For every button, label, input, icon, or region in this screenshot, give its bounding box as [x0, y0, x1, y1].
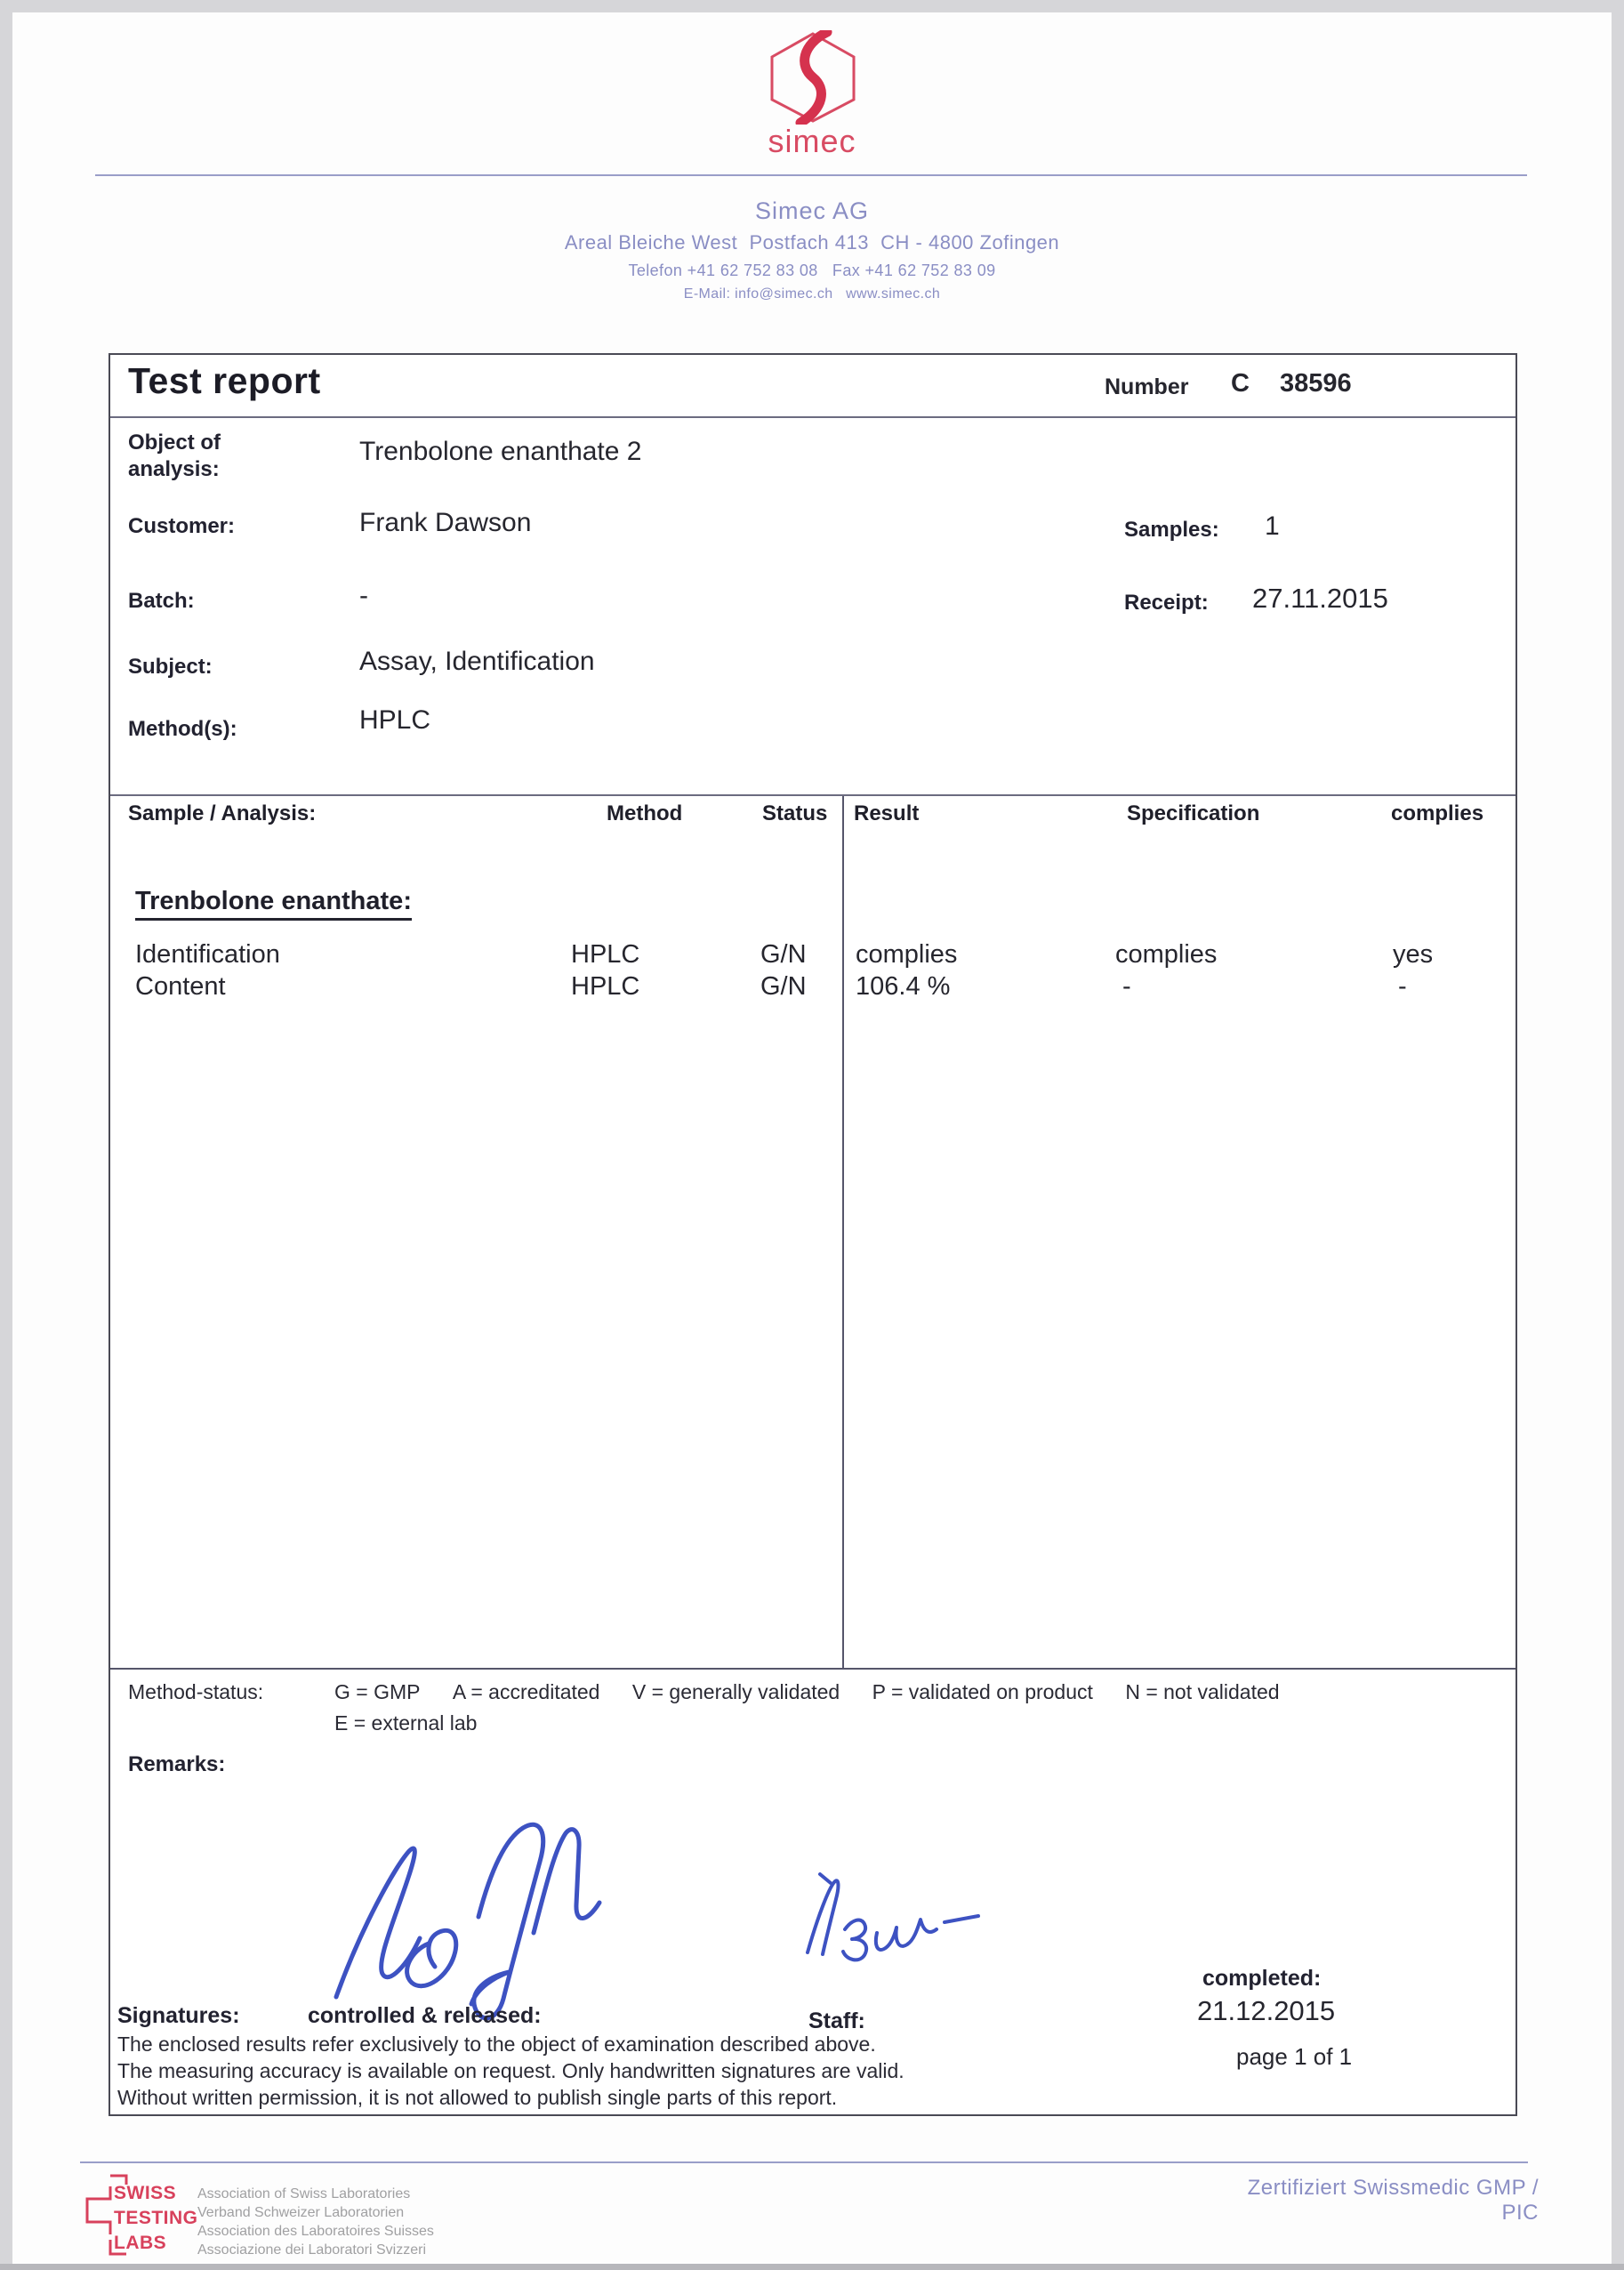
col-header-specification: Specification [1127, 801, 1260, 825]
receipt-label: Receipt: [1124, 591, 1209, 615]
footer-divider [80, 2161, 1528, 2163]
row-method: HPLC [571, 940, 640, 969]
methods-label: Method(s): [128, 717, 237, 741]
batch-label: Batch: [128, 589, 195, 613]
fields-divider [110, 794, 1515, 796]
report-title: Test report [128, 360, 321, 401]
header-divider [95, 174, 1527, 176]
col-header-method: Method [607, 801, 683, 825]
col-header-complies: complies [1391, 801, 1484, 825]
row-result: 106.4 % [856, 972, 951, 1001]
method-status-label: Method-status: [128, 1680, 264, 1703]
association-names [197, 2185, 434, 2259]
stl-line: LABS [114, 2233, 167, 2253]
number-value: 38596 [1280, 369, 1352, 398]
object-of-analysis-value: Trenbolone enanthate 2 [359, 437, 642, 466]
number-label: Number [1105, 374, 1189, 399]
remarks-label: Remarks: [128, 1752, 226, 1776]
sample-group-title: Trenbolone enanthate: [135, 887, 412, 921]
disclaimer [117, 2031, 904, 2111]
col-header-result: Result [854, 801, 920, 825]
object-label-line2: analysis: [128, 457, 220, 481]
stl-line: TESTING [114, 2208, 198, 2228]
certification-note: Zertifiziert Swissmedic GMP / PIC [1247, 2176, 1539, 2225]
methods-value: HPLC [359, 705, 431, 735]
object-label-line1: Object of [128, 431, 221, 455]
samples-value: 1 [1265, 511, 1280, 541]
legend-item: G = GMP [334, 1680, 421, 1703]
company-address: Areal Bleiche West Postfach 413 CH - 4800 Zofingen [564, 231, 1060, 254]
row-status: G/N [760, 972, 807, 1001]
stl-line: SWISS [114, 2183, 177, 2203]
row-analysis: Content [135, 972, 226, 1001]
completed-date: 21.12.2015 [1197, 1995, 1336, 2026]
title-row-divider [110, 416, 1515, 418]
signature-staff [781, 1865, 990, 1985]
subject-value: Assay, Identification [359, 647, 595, 676]
swiss-testing-labs-logo-text [114, 2181, 198, 2256]
row-status: G/N [760, 940, 807, 969]
signature-controlled-released [320, 1803, 614, 2021]
row-specification: - [1122, 972, 1131, 1001]
col-header-sample-analysis: Sample / Analysis: [128, 801, 317, 825]
result-column-divider [842, 796, 844, 1668]
association-line: Association des Laboratoires Suisses [197, 2224, 434, 2239]
legend-item: P = validated on product [872, 1680, 1093, 1703]
simec-hexagon-icon [763, 30, 863, 125]
row-method: HPLC [571, 972, 640, 1001]
company-phone-fax: Telefon +41 62 752 83 08 Fax +41 62 752 83 09 [628, 262, 996, 279]
disclaimer-line: The measuring accuracy is available on request. Only handwritten signatures are valid. [117, 2059, 904, 2082]
table-bottom-divider [110, 1668, 1515, 1670]
company-name: Simec AG [754, 197, 870, 224]
object-of-analysis-label [128, 430, 221, 483]
controlled-released-label: controlled & released: [308, 2003, 542, 2028]
report-box [109, 353, 1517, 2116]
row-result: complies [856, 940, 958, 969]
row-complies: yes [1393, 940, 1434, 969]
row-complies: - [1398, 972, 1407, 1001]
disclaimer-line: The enclosed results refer exclusively to the object of examination described above. [117, 2033, 876, 2056]
disclaimer-line: Without written permission, it is not allowed to publish single parts of this report. [117, 2086, 838, 2109]
customer-label: Customer: [128, 514, 236, 538]
simec-logo-text: simec [768, 123, 856, 159]
association-line: Verband Schweizer Laboratorien [197, 2205, 405, 2220]
customer-value: Frank Dawson [359, 508, 532, 537]
legend-item-external: E = external lab [334, 1711, 478, 1735]
samples-label: Samples: [1124, 518, 1219, 542]
subject-label: Subject: [128, 655, 213, 679]
col-header-status: Status [762, 801, 828, 825]
completed-label: completed: [1202, 1966, 1322, 1991]
batch-value: - [359, 581, 368, 610]
page-number: page 1 of 1 [1236, 2043, 1353, 2070]
scan-edge [0, 2264, 1624, 2270]
receipt-value: 27.11.2015 [1252, 583, 1388, 614]
staff-label: Staff: [808, 2008, 865, 2033]
table-row [110, 972, 1512, 1004]
row-specification: complies [1115, 940, 1218, 969]
company-email-web: E-Mail: info@simec.ch www.simec.ch [683, 286, 941, 302]
legend-item: V = generally validated [631, 1680, 840, 1703]
method-status-legend [334, 1680, 1491, 1704]
table-row [110, 940, 1512, 972]
association-line: Associazione dei Laboratori Svizzeri [197, 2242, 427, 2258]
legend-item: A = accreditated [452, 1680, 600, 1703]
signatures-label: Signatures: [117, 2003, 240, 2028]
row-analysis: Identification [135, 940, 280, 969]
number-series: C [1231, 369, 1250, 398]
legend-item: N = not validated [1125, 1680, 1280, 1703]
association-line: Association of Swiss Laboratories [197, 2186, 411, 2202]
